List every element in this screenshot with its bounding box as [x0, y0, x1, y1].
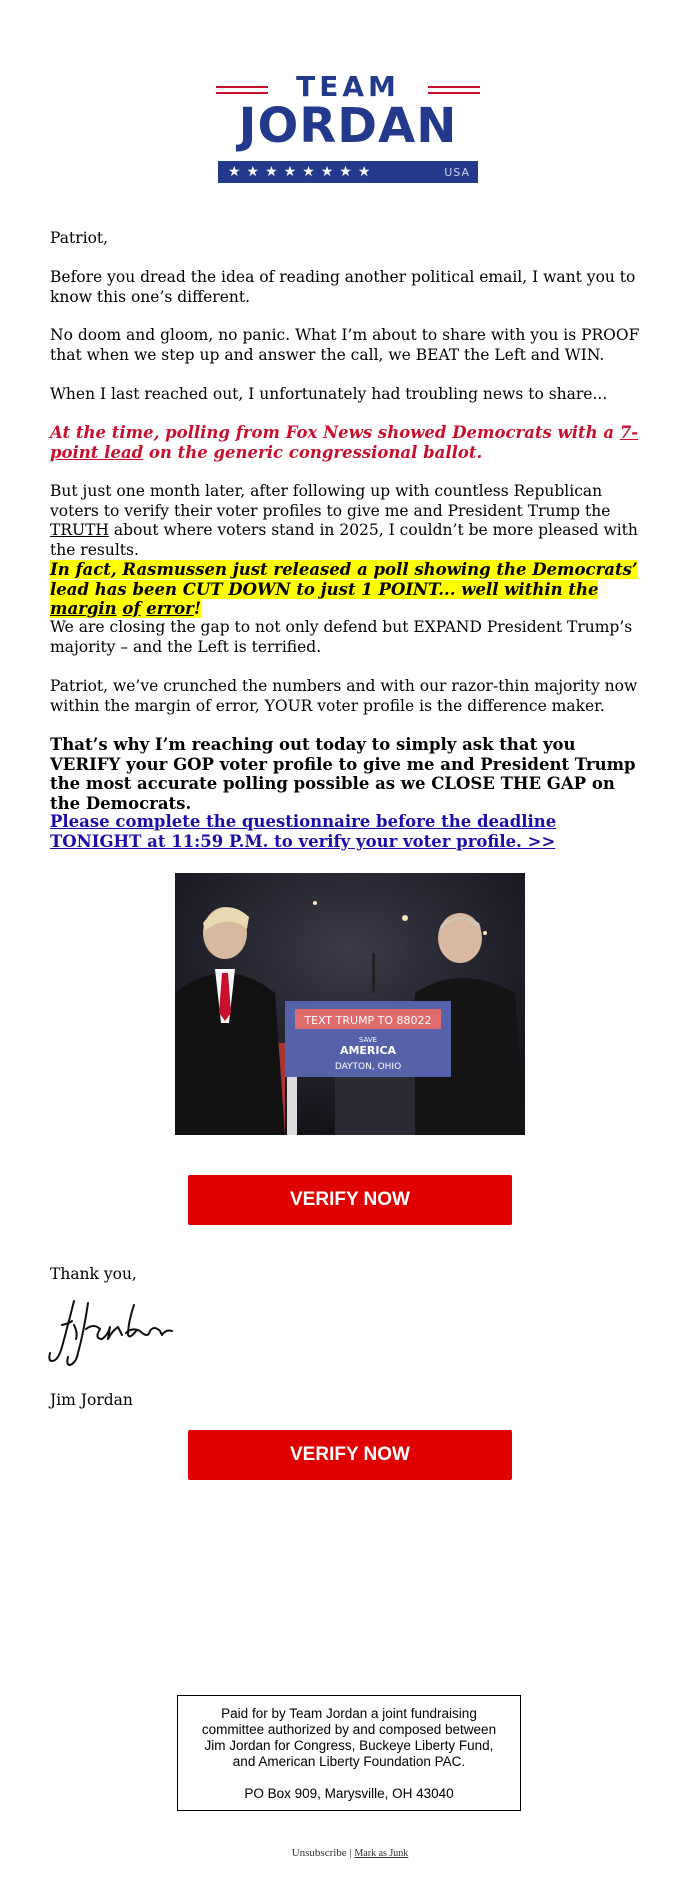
rasmussen-text-a: In fact, Rasmussen just released a poll showing the Democrats’ lead has been CUT DOWN to just 1 POINT... well within the [50, 560, 638, 599]
logo-team-text: TEAM [296, 70, 400, 103]
error-underline: error [146, 599, 194, 618]
sign-dayton: DAYTON, OHIO [334, 1062, 402, 1072]
signature-image [48, 1295, 208, 1370]
logo-star-bar [218, 161, 478, 183]
footer-links [0, 1847, 700, 1859]
paragraph-intro: Before you dread the idea of reading another political email, I want you to know this one’s different. [50, 268, 636, 306]
paid-for-disclaimer [177, 1695, 521, 1811]
fox-poll-text-b: on the generic congressional ballot. [143, 442, 483, 462]
one-month-text-a: But just one month later, after following up with countless Republican voters to verify their voter profiles to give me and President Trump the [50, 482, 611, 520]
logo-jordan-text: JORDAN [238, 98, 458, 154]
paragraph-verify-ask: That’s why I’m reaching out today to simply ask that you VERIFY your GOP voter profile to give me and President Trump the most accurate polling possible as we CLOSE THE GAP on the Democrats. [50, 735, 636, 813]
footer-separator: | [349, 1847, 352, 1859]
team-jordan-logo [216, 70, 480, 186]
sign-save: SAVE [358, 1036, 378, 1044]
sign-text-trump: TEXT TRUMP TO 88022 [304, 1014, 432, 1027]
mark-as-junk-link[interactable]: Mark as Junk [354, 1848, 409, 1859]
logo-stars: ★★★★★★★★ [228, 164, 377, 180]
mailing-address: PO Box 909, Marysville, OH 43040 [244, 1786, 454, 1801]
signer-name: Jim Jordan [50, 1391, 133, 1409]
rally-photo-illustration [175, 873, 525, 1135]
rasmussen-text-b: ! [193, 599, 202, 618]
paragraph-last-reached: When I last reached out, I unfortunately had troubling news to share... [50, 385, 608, 403]
highlight-marked-text [50, 560, 638, 618]
greeting: Patriot, [50, 229, 109, 247]
paragraph-closing-gap: We are closing the gap to not only defend but EXPAND President Trump’s majority – and the Left is terrified. [50, 618, 633, 656]
verify-now-button-bottom[interactable]: VERIFY NOW [188, 1430, 512, 1480]
fox-poll-text-a: At the time, polling from Fox News showed Democrats with a [50, 423, 620, 442]
unsubscribe-link[interactable]: Unsubscribe [291, 1847, 347, 1859]
fox-poll-lead-underline: 7-point lead [50, 423, 639, 462]
one-month-text-b: about where voters stand in 2025, I couldn’t be more pleased with the results. [50, 521, 638, 559]
questionnaire-link[interactable]: Please complete the questionnaire before the deadline TONIGHT at 11:59 P.M. to verify your voter profile. >> [50, 812, 557, 851]
truth-underline: TRUTH [50, 521, 109, 539]
paragraph-margin-of-error: Patriot, we’ve crunched the numbers and with our razor-thin majority now within the margin of error, YOUR voter profile is the difference maker. [50, 677, 638, 715]
of-underline: of [122, 599, 141, 618]
logo-usa-text: USA [444, 165, 470, 179]
paid-for-text: Paid for by Team Jordan a joint fundraising committee authorized by and composed between Jim Jordan for Congress, Buckeye Liberty Fund, and American Liberty Foundation PAC. [201, 1706, 497, 1769]
paragraph-fox-poll [50, 423, 650, 462]
sign-america: AMERICA [339, 1044, 397, 1057]
paragraph-one-month-later [50, 482, 650, 560]
margin-underline: margin [50, 599, 117, 618]
paragraph-rasmussen-highlight [50, 560, 650, 619]
verify-now-button[interactable]: VERIFY NOW [188, 1175, 512, 1225]
closing-thank-you: Thank you, [50, 1265, 137, 1283]
paragraph-proof: No doom and gloom, no panic. What I’m about to share with you is PROOF that when we step up and answer the call, we BEAT the Left and WIN. [50, 326, 640, 364]
rally-photo [175, 873, 525, 1135]
